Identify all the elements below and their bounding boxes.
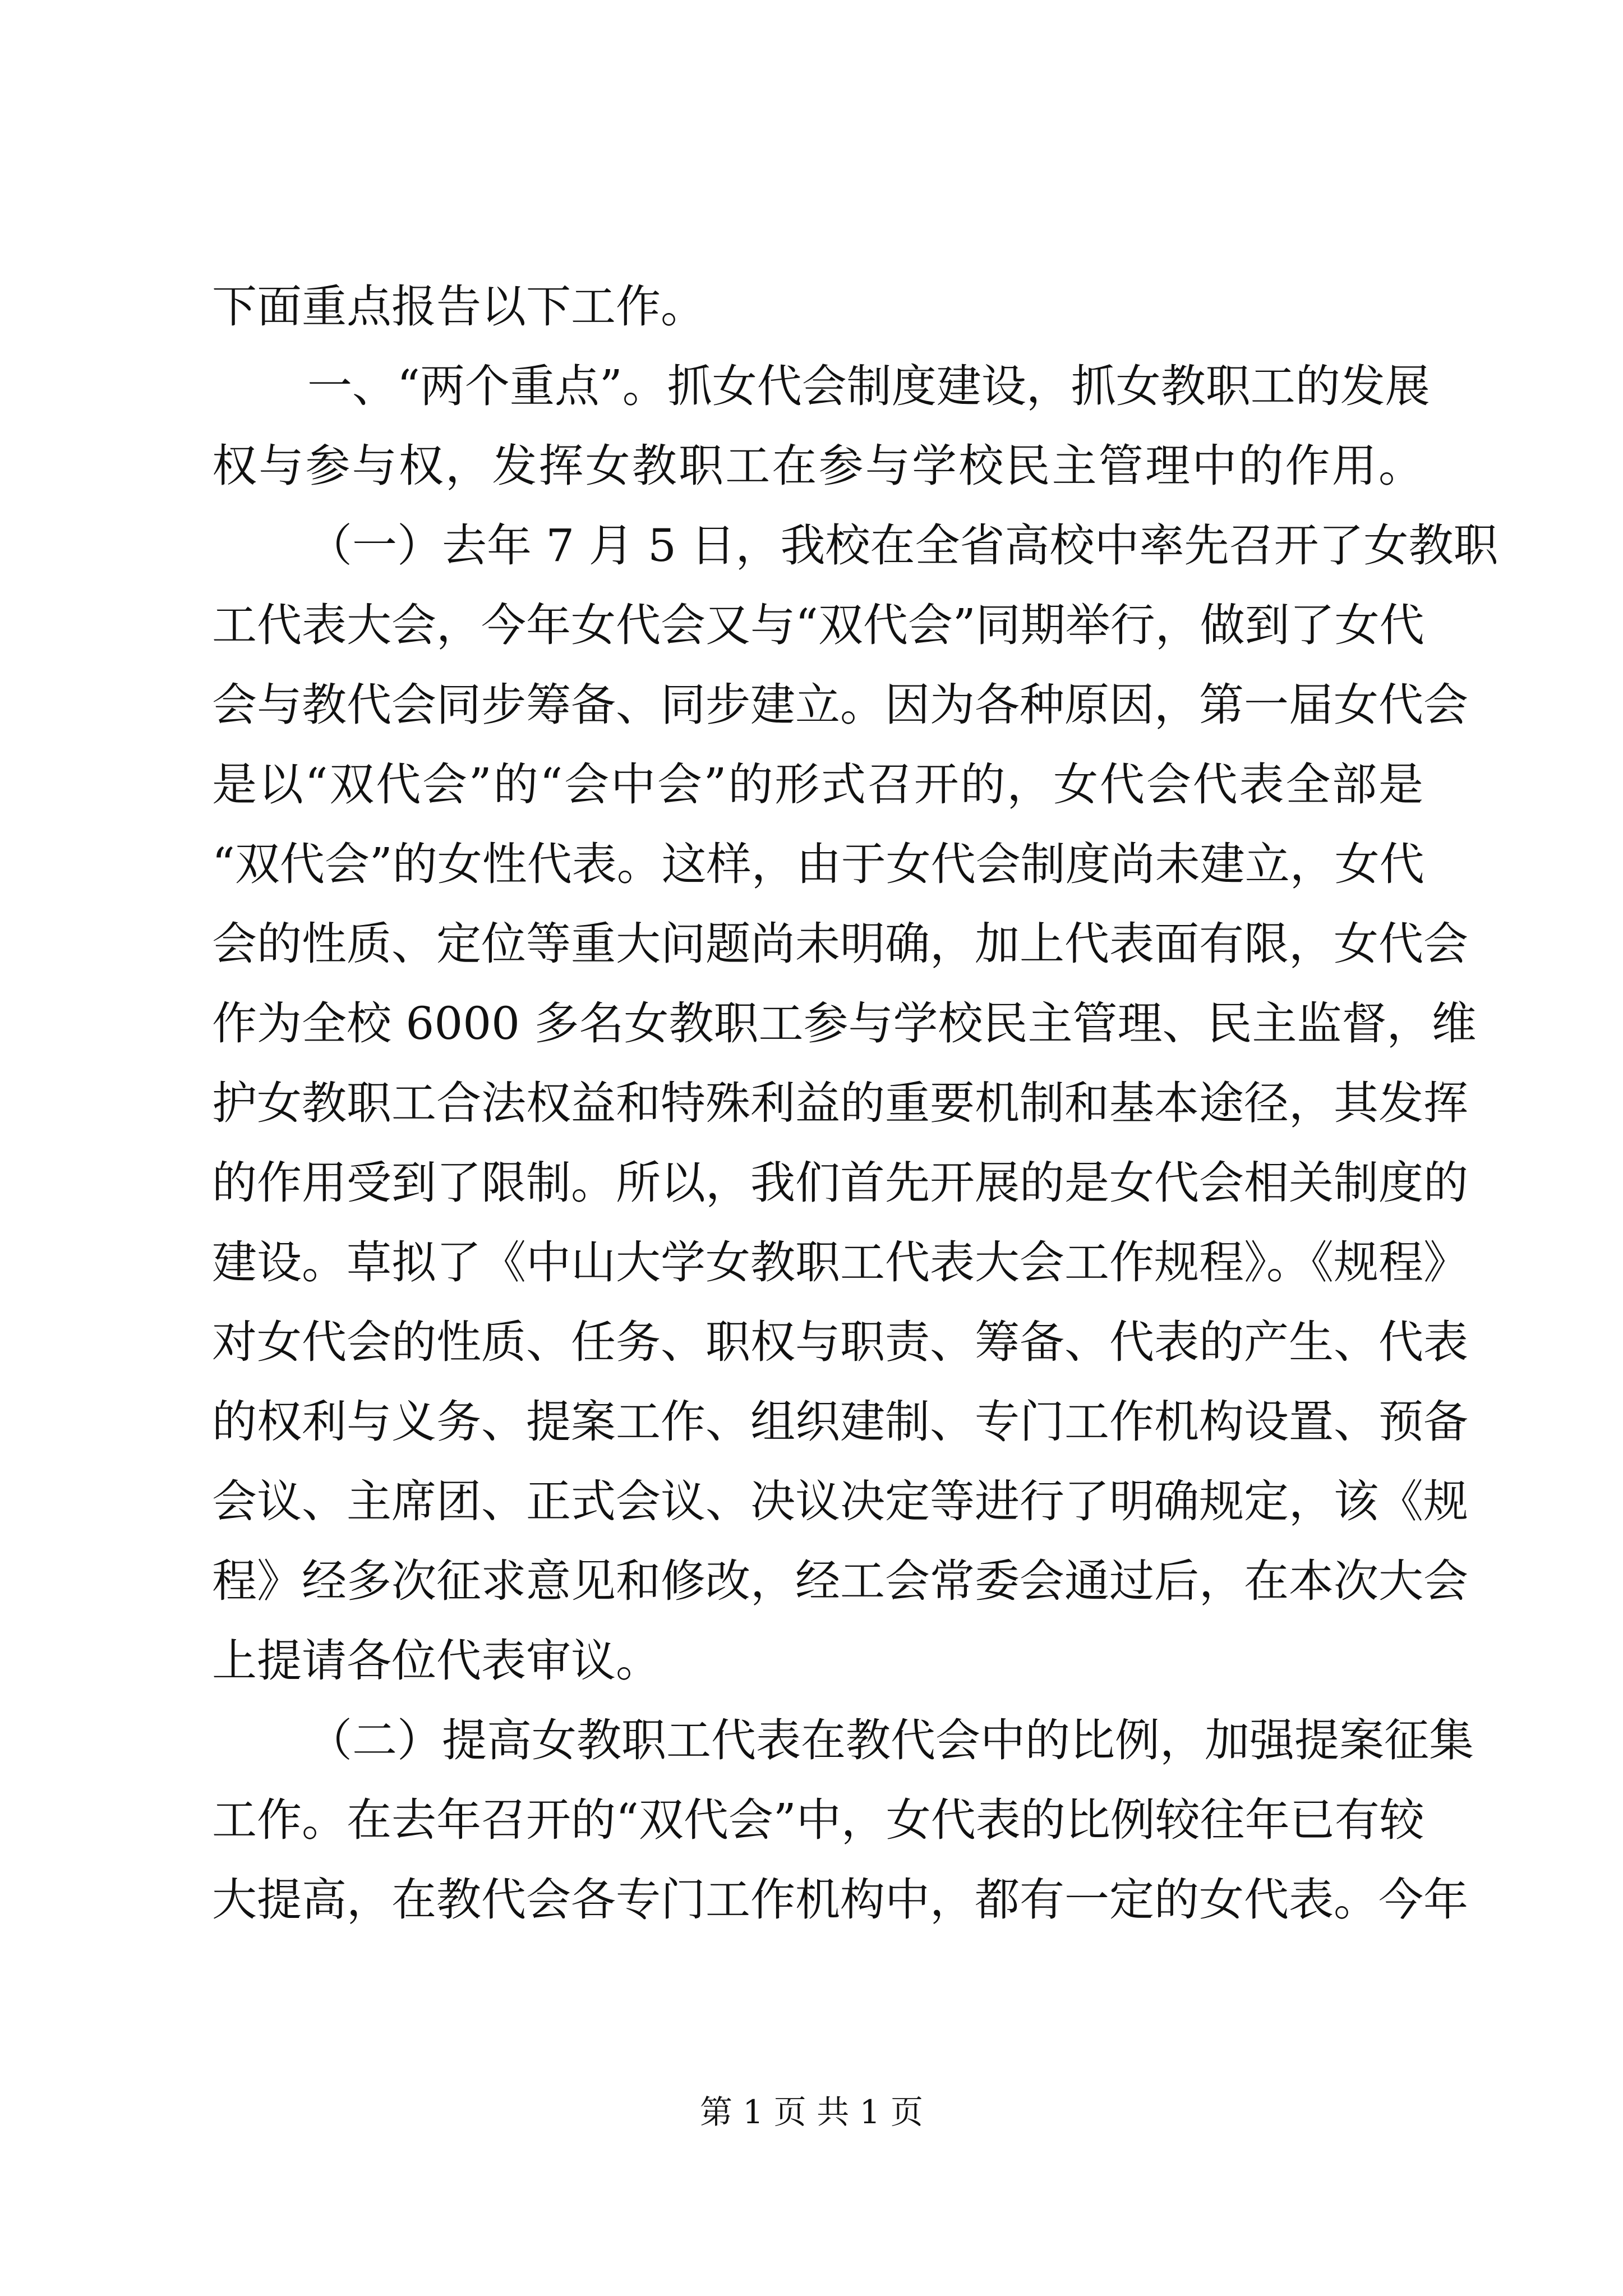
page-number-label: 第 1 页 共 1 页 [700, 2093, 923, 2131]
paragraph-line: 的作用受到了限制。所以，我们首先开展的是女代会相关制度的 [212, 1157, 1468, 1209]
paragraph-line: 会与教代会同步筹备、同步建立。因为各种原因，第一届女代会 [212, 679, 1468, 731]
paragraph-line: 对女代会的性质、任务、职权与职责、筹备、代表的产生、代表 [212, 1316, 1468, 1368]
paragraph-line: 的权利与义务、提案工作、组织建制、专门工作机构设置、预备 [212, 1396, 1468, 1448]
paragraph-line: 是以“双代会”的“会中会”的形式召开的，女代会代表全部是 [212, 758, 1423, 811]
paragraph-line: 护女教职工合法权益和特殊利益的重要机制和基本途径，其发挥 [212, 1077, 1468, 1129]
paragraph-line: 作为全校 6000 多名女教职工参与学校民主管理、民主监督，维 [212, 997, 1477, 1050]
paragraph-line: 下面重点报告以下工作。 [212, 280, 706, 333]
paragraph-line: 一、“两个重点”。抓女代会制度建设，抓女教职工的发展 [307, 360, 1430, 412]
paragraph-line: “双代会”的女性代表。这样，由于女代会制度尚未建立，女代 [212, 838, 1424, 890]
paragraph-line: 工代表大会，今年女代会又与“双代会”同期举行，做到了女代 [212, 599, 1424, 651]
paragraph-line: 程》经多次征求意见和修改，经工会常委会通过后，在本次大会 [212, 1555, 1468, 1607]
paragraph-line: 工作。在去年召开的“双代会”中，女代表的比例较往年已有较 [212, 1794, 1424, 1846]
body-text [212, 267, 1498, 1940]
paragraph-line: 会的性质、定位等重大问题尚未明确，加上代表面有限，女代会 [212, 918, 1468, 970]
page-footer [0, 2090, 1623, 2134]
paragraph-line: 权与参与权，发挥女教职工在参与学校民主管理中的作用。 [212, 440, 1423, 492]
paragraph-line: 上提请各位代表审议。 [212, 1635, 661, 1687]
paragraph-line: 会议、主席团、正式会议、决议决定等进行了明确规定，该《规 [212, 1475, 1468, 1527]
paragraph-line: 大提高，在教代会各专门工作机构中，都有一定的女代表。今年 [212, 1874, 1468, 1926]
paragraph-line: （二）提高女教职工代表在教代会中的比例，加强提案征集 [307, 1714, 1474, 1766]
paragraph-line: 建设。草拟了《中山大学女教职工代表大会工作规程》。《规程》 [212, 1236, 1468, 1289]
paragraph-line: （一）去年 7 月 5 日，我校在全省高校中率先召开了女教职 [307, 519, 1498, 572]
